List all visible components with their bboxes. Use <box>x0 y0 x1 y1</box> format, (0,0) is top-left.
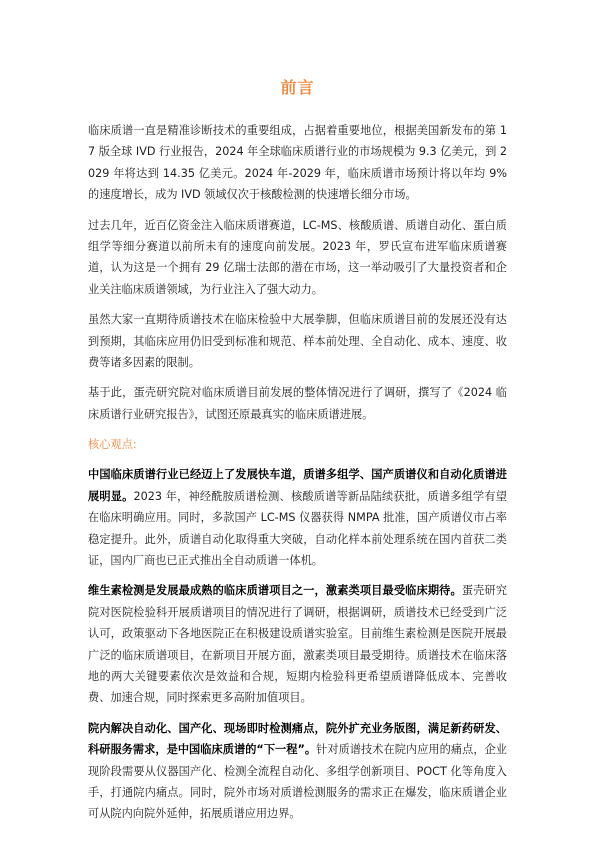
intro-paragraph-1: 临床质谱一直是精准诊断技术的重要组成，占据着重要地位，根据美国新发布的第 17 版全球 IVD 行业报告，2024 年全球临床质谱行业的市场规模为 9.3 亿美元，到 2029 年将达到 14.35 亿美元。2024 年-2029 年，临床质谱市场预计将以年均 9%的速度增长，成为 IVD 领域仅次于核酸检测的快速增长细分市场。 <box>88 124 507 202</box>
core-point-1-lead: 中国临床质谱行业已经迈上了发展快车道，质谱多组学、国产质谱仪和自动化质谱进展明显。 <box>88 468 507 503</box>
intro-paragraph-4: 基于此，蛋壳研究院对临床质谱目前发展的整体情况进行了调研，撰写了《2024 临床质谱行业研究报告》，试图还原最真实的临床质谱进展。 <box>88 386 507 421</box>
core-point-2-body: 蛋壳研究院对医院检验科开展质谱项目的情况进行了调研，根据调研，质谱技术已经受到广泛认可，政策驱动下各地医院正在积极建设质谱实验室。目前维生素检测是医院开展最广泛的临床质谱项目，在新项目开展方面，激素类项目最受期待。质谱技术在临床落地的两大关键要素依次是效益和合规，短期内检验科更希望质谱降低成本、完善收费、加速合规，同时探索更多高附加值项目。 <box>88 584 507 705</box>
core-point-1-body: 2023 年，神经酰胺质谱检测、核酸质谱等新品陆续获批，质谱多组学有望在临床明确应用。同时，多款国产 LC-MS 仪器获得 NMPA 批准，国产质谱仪市占率稳定提升。此外，质谱自动化取得重大突破，自动化样本前处理系统在国内首获二类证，国内厂商也已正式推出全自动质谱一体机。 <box>88 489 507 567</box>
intro-paragraph-2: 过去几年，近百亿资金注入临床质谱赛道，LC-MS、核酸质谱、质谱自动化、蛋白质组学等细分赛道以前所未有的速度向前发展。2023 年，罗氏宣布进军临床质谱赛道，认为这是一个拥有 29 亿瑞士法郎的潜在市场，这一举动吸引了大量投资者和企业关注临床质谱领域，为行业注入了强大动力。 <box>88 218 507 296</box>
page-title: 前言 <box>280 78 315 97</box>
core-point-3-body: 针对质谱技术在院内应用的痛点，企业现阶段需要从仪器国产化、检测全流程自动化、多组学创新项目、POCT 化等角度入手，打通院内痛点。同时，院外市场对质谱检测服务的需求正在爆发，临床质谱企业可从院内向院外延伸，拓展质谱应用边界。 <box>88 743 507 821</box>
core-points-heading: 核心观点: <box>88 438 137 452</box>
intro-paragraph-3: 虽然大家一直期待质谱技术在临床检验中大展拳脚，但临床质谱目前的发展还没有达到预期，其临床应用仍旧受到标准和规范、样本前处理、全自动化、成本、速度、收费等诸多因素的限制。 <box>88 313 507 370</box>
core-point-3 <box>88 718 507 825</box>
core-point-2 <box>88 580 507 708</box>
core-point-3-lead: 院内解决自动化、国产化、现场即时检测痛点，院外扩充业务版图，满足新药研发、科研服务需求，是中国临床质谱的“下一程”。 <box>88 721 507 757</box>
core-point-2-lead: 维生素检测是发展最成熟的临床质谱项目之一，激素类项目最受临床期待。 <box>88 584 462 598</box>
core-point-1 <box>88 464 507 571</box>
